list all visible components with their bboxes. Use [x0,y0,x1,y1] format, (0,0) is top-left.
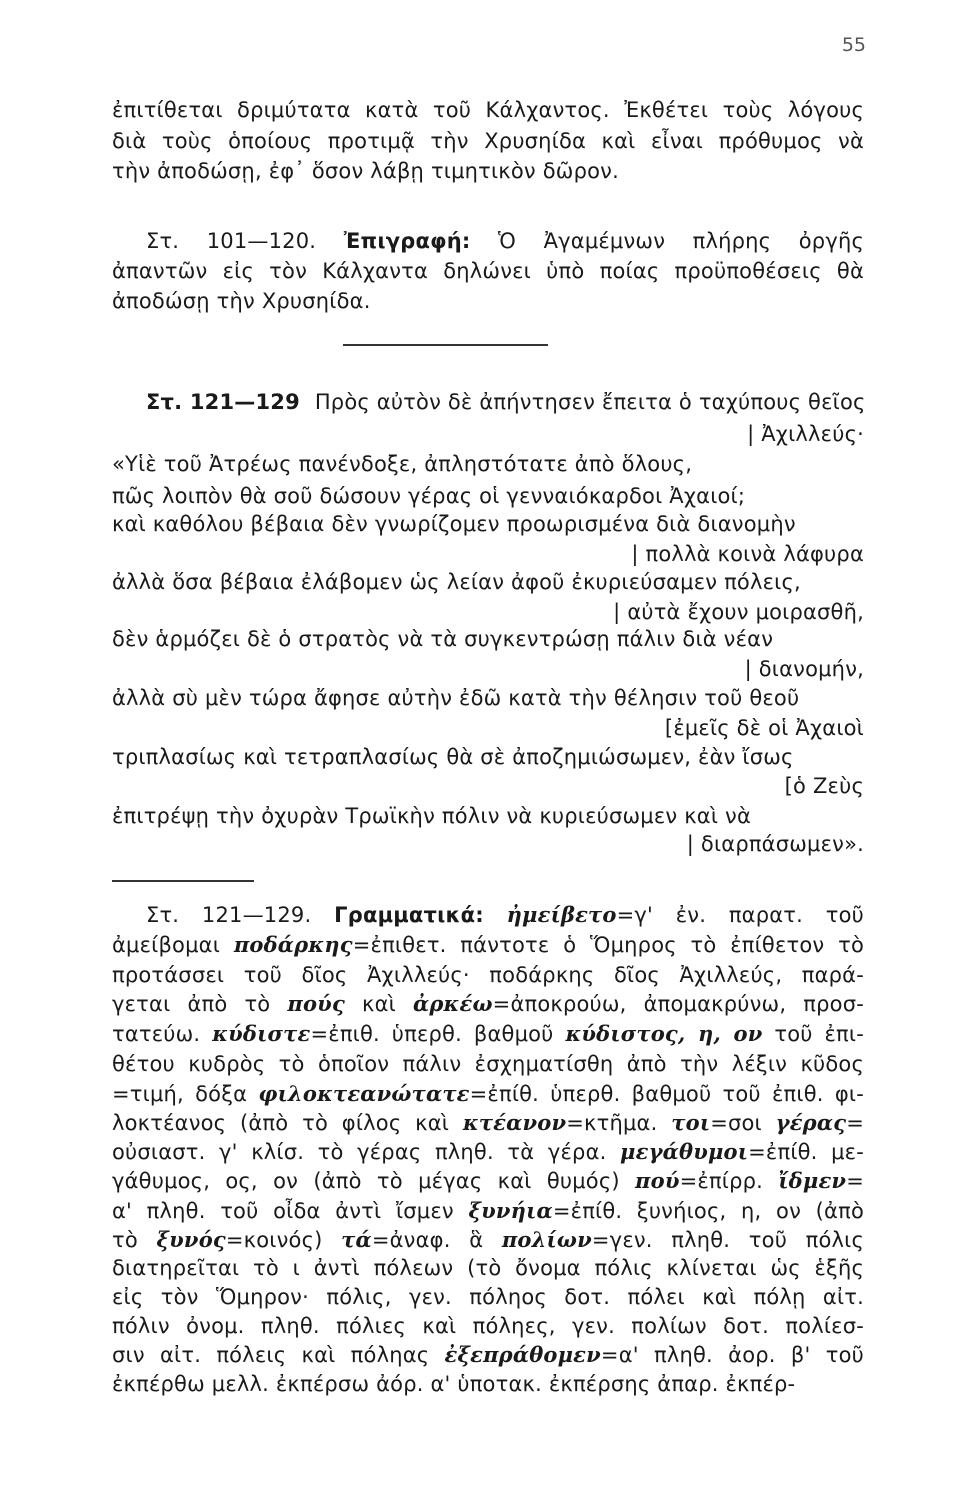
grammar-text: =ἐπίθ. ὑπερθ. βαθμοῦ τοῦ ἐπιθ. φι- [469,1082,864,1106]
grammar-line-9 [112,1138,864,1166]
grammar-line-4 [112,990,864,1018]
grammar-term: ἀρκέω [413,991,493,1016]
grammar-text: τατεύω. [112,1022,213,1046]
grammar-text: =γ' ἐν. παρατ. τοῦ [616,903,864,927]
grammar-text: =ἐπιθ. ὑπερθ. βαθμοῦ [310,1022,566,1046]
grammar-line-14 [112,1283,864,1311]
grammar-text: σιν αἰτ. πόλεις καὶ πόληας [112,1343,445,1367]
grammar-term: μεγάθυμοι [620,1139,749,1164]
grammar-text: =κτῆμα. [566,1111,672,1135]
translation-line-10: | διανομήν, [744,657,864,681]
grammar-text: =ἐπίρρ. [679,1169,779,1193]
epigraph-line-1-rest: Ὁ Ἀγαμέμνων πλήρης ὀργῆς [498,229,864,253]
translation-line-12: [ἐμεῖς δὲ οἱ Ἀχαιοὶ [664,716,864,740]
grammar-term: πολίων [501,1227,592,1252]
grammar-line-16 [112,1341,864,1369]
grammar-text: οὐσιαστ. γ' κλίσ. τὸ γέρας πληθ. τὰ γέρα. [112,1140,621,1164]
intro-line-2: διὰ τοὺς ὁποίους προτιμᾷ τὴν Χρυσηίδα καὶ εἶναι πρόθυμος νὰ [112,129,864,153]
grammar-term: ἠμείβετο [506,902,617,927]
grammar-line-15 [112,1312,864,1340]
grammar-text: ἀμείβομαι [112,933,234,957]
grammar-line-7 [112,1080,864,1108]
grammar-text: γεται ἀπὸ τὸ [112,992,288,1016]
grammar-term: ξυνός [156,1227,226,1252]
grammar-line-13 [112,1254,864,1282]
grammar-term: κτέανον [462,1110,567,1135]
grammar-text: τοῦ ἐπι- [762,1022,864,1046]
epigraph-line-1 [112,227,864,255]
grammar-term: τοι [671,1110,711,1135]
translation-line-16: | διαρπάσωμεν». [686,832,864,856]
intro-line-1: ἐπιτίθεται δριμύτατα κατὰ τοῦ Κάλχαντος. Ἐκθέτει τοὺς λόγους [112,98,864,122]
grammar-text: =ἐπίθ. με- [748,1140,864,1164]
footnote-separator [112,880,254,882]
grammar-text: =α' πληθ. ἀορ. β' τοῦ [600,1343,864,1367]
grammar-text: εἰς τὸν Ὅμηρον· πόλις, γεν. πόληος δοτ. πόλει καὶ πόλῃ αἰτ. [112,1285,864,1309]
grammar-text: =γεν. πληθ. τοῦ πόλις [591,1228,865,1252]
grammar-text: = [846,1111,864,1135]
translation-text: Πρὸς αὐτὸν δὲ ἀπήντησεν ἔπειτα ὁ ταχύπους θεῖος [314,390,866,414]
grammar-line-6 [112,1050,864,1078]
grammar-line-2 [112,931,864,959]
translation-line-13: τριπλασίως καὶ τετραπλασίως θὰ σὲ ἀποζημιώσωμεν, ἐὰν ἴσως [112,745,794,769]
grammar-text: τὸ [112,1228,157,1252]
grammar-text: καὶ [344,992,414,1016]
translation-line-6: | πολλὰ κοινὰ λάφυρα [631,542,864,566]
translation-line-15: ἐπιτρέψῃ τὴν ὀχυρὰν Τρωϊκὴν πόλιν νὰ κυριεύσωμεν καὶ νὰ [112,804,752,828]
grammar-term: γέρας [775,1110,847,1135]
grammar-text: =ἀναφ. ἃ [371,1228,502,1252]
translation-line-8: | αὐτὰ ἔχουν μοιρασθῆ, [613,600,864,624]
translation-line-1 [112,388,864,416]
grammar-line-10 [112,1167,864,1195]
grammar-text: προτάσσει τοῦ δῖος Ἀχιλλεύς· ποδάρκης δῖος Ἀχιλλεύς, παρά- [112,963,864,987]
grammar-term: φιλοκτεανώτατε [258,1081,470,1106]
grammar-text: =ἐπιθετ. πάντοτε ὁ Ὅμηρος τὸ ἐπίθετον τὸ [352,933,864,957]
grammar-text: πόλιν ὀνομ. πληθ. πόλιες καὶ πόληες, γεν. πολίων δοτ. πολίεσ- [112,1314,864,1338]
grammar-line-3 [112,961,864,989]
grammar-label: Γραμματικά: [334,903,484,927]
grammar-text: =σοι [710,1111,776,1135]
grammar-term: ἐξεπράθομεν [444,1342,601,1367]
epigraph-ref: Στ. 101—120. [146,229,317,253]
grammar-term: πού [635,1168,680,1193]
grammar-term: κύδιστος, η, ον [565,1021,763,1046]
grammar-line-8 [112,1109,864,1137]
translation-line-4: πῶς λοιπὸν θὰ σοῦ δώσουν γέρας οἱ γενναιόκαρδοι Ἀχαιοί; [112,484,746,508]
grammar-text: γάθυμος, ος, ον (ἀπὸ τὸ μέγας καὶ θυμός) [112,1169,636,1193]
grammar-line-11 [112,1197,864,1225]
intro-line-3: τὴν ἀποδώσῃ, ἐφ᾽ ὅσον λάβῃ τιμητικὸν δῶρον. [112,159,619,183]
grammar-text: =ἀποκρούω, ἀπομακρύνω, προσ- [492,992,864,1016]
grammar-term: ἴδμεν [778,1168,847,1193]
translation-ref: Στ. 121—129 [146,390,300,414]
translation-line-2: | Ἀχιλλεύς· [747,422,864,446]
translation-line-5: καὶ καθόλου βέβαια δὲν γνωρίζομεν προωρισμένα διὰ διανομὴν [112,512,796,536]
translation-line-7: ἀλλὰ ὅσα βέβαια ἐλάβομεν ὡς λείαν ἀφοῦ ἐκυριεύσαμεν πόλεις, [112,570,801,594]
grammar-text: θέτου κυδρὸς τὸ ὁποῖον πάλιν ἐσχηματίσθη ἀπὸ τὴν λέξιν κῦδος [112,1052,864,1076]
grammar-text: λοκτέανος (ἀπὸ τὸ φίλος καὶ [112,1111,463,1135]
grammar-line-17 [112,1370,864,1398]
grammar-text: α' πληθ. τοῦ οἶδα ἀντὶ ἴσμεν [112,1199,469,1223]
section-separator [343,344,548,346]
grammar-term: ξυνήια [468,1198,553,1223]
grammar-term: τά [341,1227,372,1252]
grammar-text: =τιμή, δόξα [112,1082,259,1106]
grammar-text: =κοινός) [225,1228,342,1252]
translation-line-14: [ὁ Ζεὺς [784,774,864,798]
grammar-line-12 [112,1226,864,1254]
epigraph-label: Ἐπιγραφή: [343,229,471,253]
translation-line-11: ἀλλὰ σὺ μὲν τώρα ἄφησε αὐτὴν ἐδῶ κατὰ τὴν θέλησιν τοῦ θεοῦ [112,686,800,710]
grammar-text: ἐκπέρθω μελλ. ἐκπέρσω ἀόρ. α' ὑποτακ. ἐκπέρσης ἀπαρ. ἐκπέρ- [112,1372,796,1396]
grammar-line-1 [112,901,864,929]
grammar-text: διατηρεῖται τὸ ι ἀντὶ πόλεων (τὸ ὄνομα πόλις κλίνεται ὡς ἑξῆς [112,1256,864,1280]
page-number: 55 [841,34,866,56]
grammar-term: κύδιστε [212,1021,311,1046]
grammar-text: =ἐπίθ. ξυνήιος, η, ον (ἀπὸ [552,1199,864,1223]
grammar-line-5 [112,1020,864,1048]
translation-line-9: δὲν ἁρμόζει δὲ ὁ στρατὸς νὰ τὰ συγκεντρώσῃ πάλιν διὰ νέαν [112,627,774,651]
grammar-term: πούς [287,991,345,1016]
grammar-ref: Στ. 121—129. [146,903,312,927]
grammar-text: = [846,1169,864,1193]
epigraph-line-2: ἀπαντῶν εἰς τὸν Κάλχαντα δηλώνει ὑπὸ ποίας προϋποθέσεις θὰ [112,259,864,283]
epigraph-line-3: ἀποδώσῃ τὴν Χρυσηίδα. [112,289,371,313]
grammar-term: ποδάρκης [233,932,353,957]
translation-line-3: «Υἱὲ τοῦ Ἀτρέως πανένδοξε, ἀπληστότατε ἀπὸ ὅλους, [112,452,693,476]
